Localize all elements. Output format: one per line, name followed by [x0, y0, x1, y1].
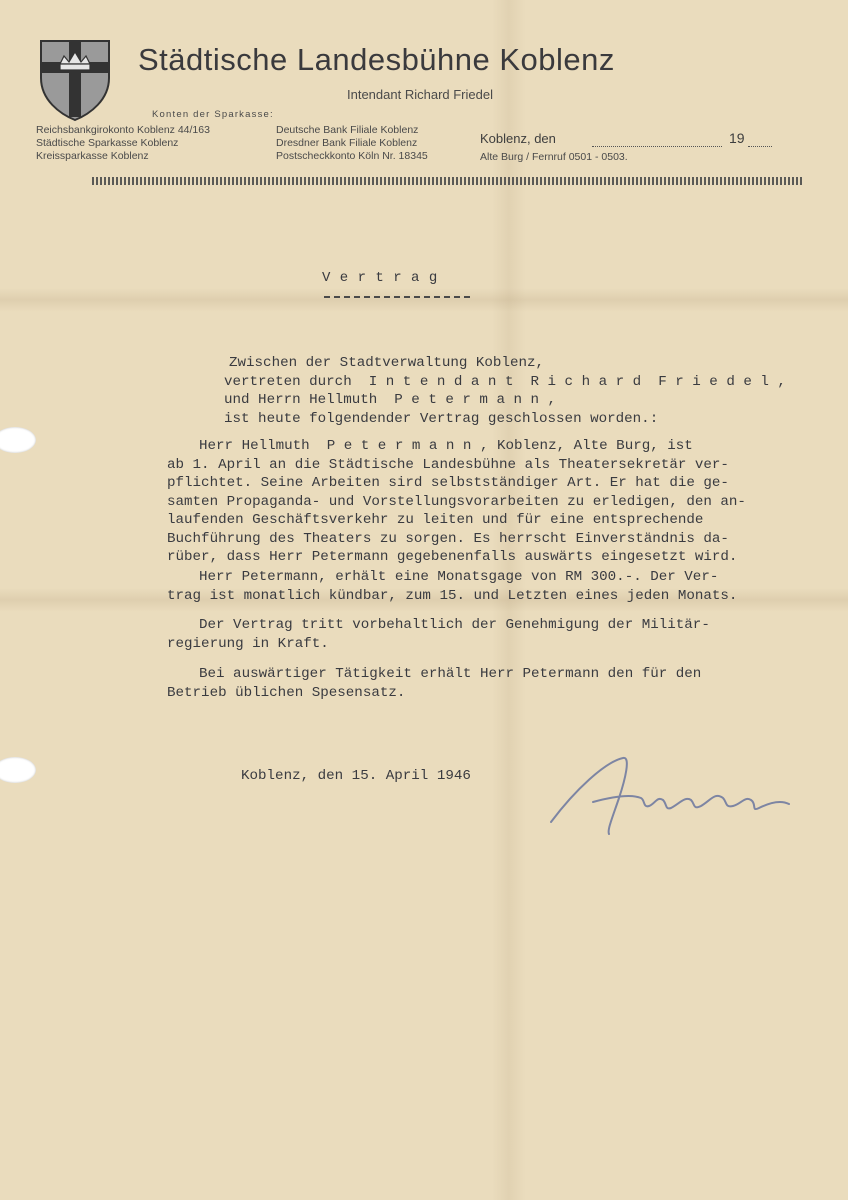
text-line: samten Propaganda- und Vorstellungsvorarbeiten zu erledigen, den an-	[167, 493, 746, 510]
year-prefix: 19	[729, 130, 745, 146]
intendant-line: Intendant Richard Friedel	[347, 87, 493, 102]
bank-line: Kreissparkasse Koblenz	[36, 150, 149, 162]
parties-line: vertreten durch I n t e n d a n t R i c h a r d F r i e d e l ,	[224, 373, 786, 390]
text-line: laufenden Geschäftsverkehr zu leiten und für eine entsprechende	[167, 512, 704, 528]
paragraph-approval	[167, 616, 710, 653]
heading-underline	[324, 296, 470, 298]
text-line: pflichtet. Seine Arbeiten sird selbstständiger Art. Er hat die ge-	[167, 475, 729, 491]
bank-line: Reichsbankgirokonto Koblenz 44/163	[36, 124, 210, 136]
bank-list-left	[36, 124, 210, 163]
bank-line: Dresdner Bank Filiale Koblenz	[276, 137, 418, 149]
text-line: Betrieb üblichen Spesensatz.	[167, 684, 406, 701]
punch-hole	[0, 427, 36, 453]
bank-line: Städtische Sparkasse Koblenz	[36, 137, 179, 149]
handwritten-signature	[545, 750, 795, 840]
bank-list-middle	[276, 124, 428, 163]
text-line: Der Vertrag tritt vorbehaltlich der Genehmigung der Militär-	[199, 617, 710, 633]
parties-line: und Herrn Hellmuth P e t e r m a n n ,	[224, 392, 557, 408]
bank-line: Postscheckkonto Köln Nr. 18345	[276, 150, 428, 162]
date-dotted-line	[592, 146, 722, 147]
konten-label: Konten der Sparkasse:	[152, 109, 274, 120]
address-line: Alte Burg / Fernruf 0501 - 0503.	[480, 151, 628, 163]
coat-of-arms-icon	[38, 38, 112, 122]
paragraph-employment	[167, 437, 746, 567]
closing-date: Koblenz, den 15. April 1946	[241, 768, 471, 784]
parties-line: ist heute folgendender Vertrag geschlossen worden.:	[224, 410, 659, 427]
letterhead-rule	[92, 177, 802, 185]
parties-line: Zwischen der Stadtverwaltung Koblenz,	[229, 355, 545, 371]
document-heading: V e r t r a g	[322, 270, 438, 286]
text-line: Bei auswärtiger Tätigkeit erhält Herr Petermann den für den	[199, 666, 702, 682]
text-line: Herr Hellmuth P e t e r m a n n , Koblenz, Alte Burg, ist	[199, 438, 693, 454]
text-line: Buchführung des Theaters zu sorgen. Es herrscht Einverständnis da-	[167, 530, 729, 547]
text-line: trag ist monatlich kündbar, zum 15. und Letzten eines jeden Monats.	[167, 587, 738, 604]
text-line: Herr Petermann, erhält eine Monatsgage von RM 300.-. Der Ver-	[199, 569, 719, 585]
text-line: ab 1. April an die Städtische Landesbühne als Theatersekretär ver-	[167, 456, 729, 473]
parties-block	[224, 354, 786, 428]
paragraph-salary	[167, 568, 738, 605]
place-date-label: Koblenz, den	[480, 131, 556, 146]
paragraph-expenses	[167, 665, 702, 702]
letterhead-title: Städtische Landesbühne Koblenz	[138, 42, 615, 77]
year-dotted-line	[748, 146, 772, 147]
text-line: regierung in Kraft.	[167, 635, 329, 652]
bank-line: Deutsche Bank Filiale Koblenz	[276, 124, 419, 136]
text-line: rüber, dass Herr Petermann gegebenenfalls auswärts eingesetzt wird.	[167, 549, 738, 565]
punch-hole	[0, 757, 36, 783]
